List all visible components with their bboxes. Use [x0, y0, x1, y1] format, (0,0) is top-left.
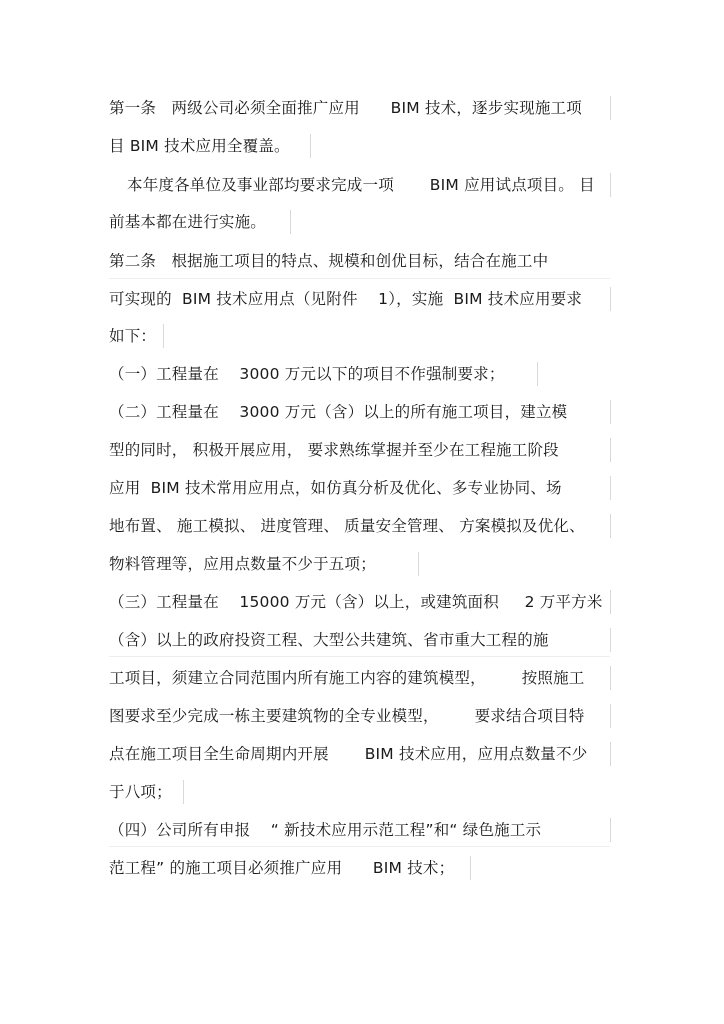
article-2-line-1: 第二条 根据施工项目的特点、规模和创优目标，结合在施工中	[109, 252, 549, 270]
item-3-line-2: （含）以上的政府投资工程、大型公共建筑、省市重大工程的施	[109, 631, 549, 649]
item-3-line-1: （三）工程量在 15000 万元（含）以上，或建筑面积 2 万平方米	[109, 593, 603, 611]
item-3-line-6: 于八项；	[109, 783, 172, 801]
item-1-line-1: （一）工程量在 3000 万元以下的项目不作强制要求；	[109, 365, 505, 383]
edge-mark	[610, 742, 611, 766]
article-2-line-3: 如下：	[109, 327, 157, 345]
item-2-line-4: 地布置、 施工模拟、 进度管理、 质量安全管理、 方案模拟及优化、	[109, 517, 585, 535]
edge-mark	[610, 438, 611, 462]
edge-mark	[310, 134, 311, 158]
edge-mark	[610, 173, 611, 197]
article-1-line-1: 第一条 两级公司必须全面推广应用 BIM 技术，逐步实现施工项	[109, 99, 582, 117]
item-2-line-3: 应用 BIM 技术常用应用点，如仿真分析及优化、多专业协同、场	[109, 479, 562, 497]
edge-mark	[610, 287, 611, 311]
edge-mark	[610, 818, 611, 842]
edge-mark	[610, 628, 611, 652]
edge-mark	[163, 324, 164, 348]
edge-mark	[610, 704, 611, 728]
edge-mark	[610, 400, 611, 424]
item-2-line-1: （二）工程量在 3000 万元（含）以上的所有施工项目，建立模	[109, 403, 568, 421]
edge-mark	[610, 590, 611, 614]
edge-mark	[610, 514, 611, 538]
item-2-line-2: 型的同时， 积极开展应用， 要求熟练掌握并至少在工程施工阶段	[109, 441, 559, 459]
edge-mark	[610, 476, 611, 500]
item-2-line-5: 物料管理等，应用点数量不少于五项；	[109, 555, 376, 573]
item-4-line-2: 范工程” 的施工项目必须推广应用 BIM 技术；	[109, 859, 455, 877]
separator-rule	[109, 846, 610, 847]
paragraph-line-1: 本年度各单位及事业部均要求完成一项 BIM 应用试点项目。 目	[127, 176, 595, 194]
paragraph-line-2: 前基本都在进行实施。	[109, 213, 267, 231]
item-3-line-5: 点在施工项目全生命周期内开展 BIM 技术应用，应用点数量不少	[109, 745, 588, 763]
article-1-line-2: 目 BIM 技术应用全覆盖。	[109, 137, 290, 155]
edge-mark	[470, 856, 471, 880]
edge-mark	[610, 666, 611, 690]
edge-mark	[290, 210, 291, 234]
item-4-line-1: （四）公司所有申报 “ 新技术应用示范工程”和“ 绿色施工示	[109, 821, 542, 839]
separator-rule	[109, 656, 610, 657]
item-3-line-4: 图要求至少完成一栋主要建筑物的全专业模型， 要求结合项目特	[109, 707, 585, 725]
edge-mark	[183, 780, 184, 804]
separator-rule	[109, 278, 610, 279]
edge-mark	[610, 96, 611, 120]
edge-mark	[418, 552, 419, 576]
item-3-line-3: 工项目，须建立合同范围内所有施工内容的建筑模型， 按照施工	[109, 669, 585, 687]
edge-mark	[537, 362, 538, 386]
article-2-line-2: 可实现的 BIM 技术应用点（见附件 1），实施 BIM 技术应用要求	[109, 290, 583, 308]
